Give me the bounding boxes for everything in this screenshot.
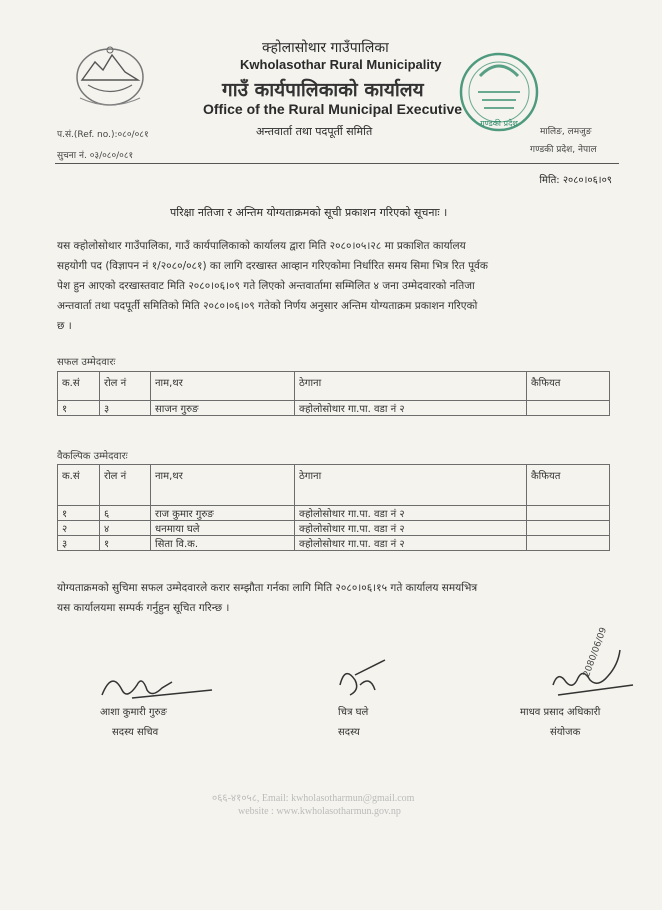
table-row bbox=[58, 506, 610, 521]
successful-candidates-table bbox=[57, 371, 610, 416]
cell-remarks bbox=[527, 506, 610, 521]
location-line-1: मालिङ, लमजुङ bbox=[540, 127, 592, 137]
office-stamp bbox=[458, 46, 540, 138]
column-header-name: नाम,थर bbox=[151, 465, 295, 506]
municipality-name-np: क्होलासोथार गाउँपालिका bbox=[262, 40, 389, 56]
cell-name: साजन गुरुङ bbox=[151, 401, 295, 416]
table-header-row bbox=[58, 465, 610, 506]
table-header-row bbox=[58, 372, 610, 401]
signature-date: 2080/06/09 bbox=[582, 626, 610, 679]
successful-candidates-label: सफल उम्मेदवारः bbox=[57, 357, 116, 368]
closing-paragraph bbox=[57, 578, 619, 618]
column-header-roll: रोल नं bbox=[100, 465, 151, 506]
office-name-np: गाउँ कार्यपालिकाको कार्यालय bbox=[222, 79, 424, 101]
signatory-role: सदस्य bbox=[338, 727, 360, 738]
body-line: यस क्होलोसोथार गाउँपालिका, गाउँ कार्यपालिकाको कार्यालय द्वारा मिति २०८०।०५।२८ मा प्रकाशित कार्यालय bbox=[57, 240, 466, 252]
cell-address: क्होलोसोथार गा.पा. वडा नं २ bbox=[295, 521, 527, 536]
column-header-roll: रोल नं bbox=[100, 372, 151, 401]
table-row bbox=[58, 521, 610, 536]
header-divider bbox=[55, 163, 619, 164]
column-header-address: ठेगाना bbox=[295, 465, 527, 506]
notice-number: सुचना नं. ०३/०८०/०८१ bbox=[57, 151, 134, 161]
closing-line: योग्यताक्रमको सुचिमा सफल उम्मेदवारले करार सम्झौता गर्नका लागि मिति २०८०।०६।१५ गते कार्यालय समयभित्र bbox=[57, 582, 478, 594]
office-name-en: Office of the Rural Municipal Executive bbox=[203, 101, 463, 117]
cell-remarks bbox=[527, 536, 610, 551]
signatory-name: आशा कुमारी गुरुङ bbox=[100, 707, 167, 718]
column-header-remarks: कैफियत bbox=[527, 372, 610, 401]
body-line: सहयोगी पद (विज्ञापन नं १/२०८०/०८१) का लागि दरखास्त आव्हान गरिएकोमा निर्धारित समय सिमा भित्र रित पूर्वक bbox=[57, 260, 488, 272]
body-line: अन्तवार्ता तथा पदपूर्ती समितिको मिति २०८०।०६।०९ गतेको निर्णय अनुसार अन्तिम योग्यताक्रम प्रकाशन गरिएको bbox=[57, 300, 478, 312]
column-header-remarks: कैफियत bbox=[527, 465, 610, 506]
alternate-candidates-label: वैकल्पिक उम्मेदवारः bbox=[57, 451, 128, 462]
committee-name: अन्तवार्ता तथा पदपूर्ती समिति bbox=[256, 125, 373, 138]
column-header-address: ठेगाना bbox=[295, 372, 527, 401]
alternate-candidates-table bbox=[57, 464, 610, 551]
cell-roll: ४ bbox=[100, 521, 151, 536]
cell-roll: ३ bbox=[100, 401, 151, 416]
cell-roll: १ bbox=[100, 536, 151, 551]
column-header-sn: क.सं bbox=[58, 372, 100, 401]
column-header-name: नाम,थर bbox=[151, 372, 295, 401]
body-line: छ । bbox=[57, 320, 72, 332]
municipality-name-en: Kwholasothar Rural Municipality bbox=[240, 57, 442, 72]
body-line: पेश हुन आएको दरखास्तवाट मिति २०८०।०६।०९ गते लिएको अन्तवार्तामा सम्मिलित ४ जना उम्मेदवारको नतिजा bbox=[57, 280, 475, 292]
cell-address: क्होलोसोथार गा.पा. वडा नं २ bbox=[295, 536, 527, 551]
signature-member bbox=[330, 655, 400, 705]
footer-contact: ०६६-४१०५८, Email: kwholasotharmun@gmail.com bbox=[212, 793, 415, 804]
cell-remarks bbox=[527, 521, 610, 536]
cell-address: क्होलोसोथार गा.पा. वडा नं २ bbox=[295, 401, 527, 416]
signatory-name: माधव प्रसाद अधिकारी bbox=[520, 707, 601, 718]
footer-website: website : www.kwholasotharmun.gov.np bbox=[238, 806, 401, 817]
cell-sn: १ bbox=[58, 401, 100, 416]
signatory-name: चित्र घले bbox=[338, 707, 369, 718]
signature-member-secretary bbox=[92, 660, 222, 710]
closing-line: यस कार्यालयमा सम्पर्क गर्नुहुन सूचित गरिन्छ । bbox=[57, 602, 230, 614]
cell-name: राज कुमार गुरुङ bbox=[151, 506, 295, 521]
signatory-role: संयोजक bbox=[550, 727, 581, 738]
notice-subject: परिक्षा नतिजा र अन्तिम योग्यताक्रमको सूची प्रकाशन गरिएको सूचनाः । bbox=[170, 206, 448, 219]
cell-name: सिता वि.क. bbox=[151, 536, 295, 551]
notice-date: मिति: २०८०।०६।०९ bbox=[539, 175, 612, 186]
cell-roll: ६ bbox=[100, 506, 151, 521]
stamp-text: गण्डकी प्रदेश bbox=[480, 119, 518, 128]
cell-name: धनमाया घले bbox=[151, 521, 295, 536]
cell-sn: १ bbox=[58, 506, 100, 521]
reference-number: प.सं.(Ref. no.):०८०/०८१ bbox=[57, 130, 149, 140]
cell-remarks bbox=[527, 401, 610, 416]
notice-body bbox=[57, 236, 619, 336]
nepal-emblem-icon bbox=[70, 40, 150, 110]
cell-sn: ३ bbox=[58, 536, 100, 551]
table-row bbox=[58, 401, 610, 416]
cell-address: क्होलोसोथार गा.पा. वडा नं २ bbox=[295, 506, 527, 521]
table-row bbox=[58, 536, 610, 551]
cell-sn: २ bbox=[58, 521, 100, 536]
column-header-sn: क.सं bbox=[58, 465, 100, 506]
signatory-role: सदस्य सचिव bbox=[112, 727, 159, 738]
location-line-2: गण्डकी प्रदेश, नेपाल bbox=[530, 145, 597, 155]
